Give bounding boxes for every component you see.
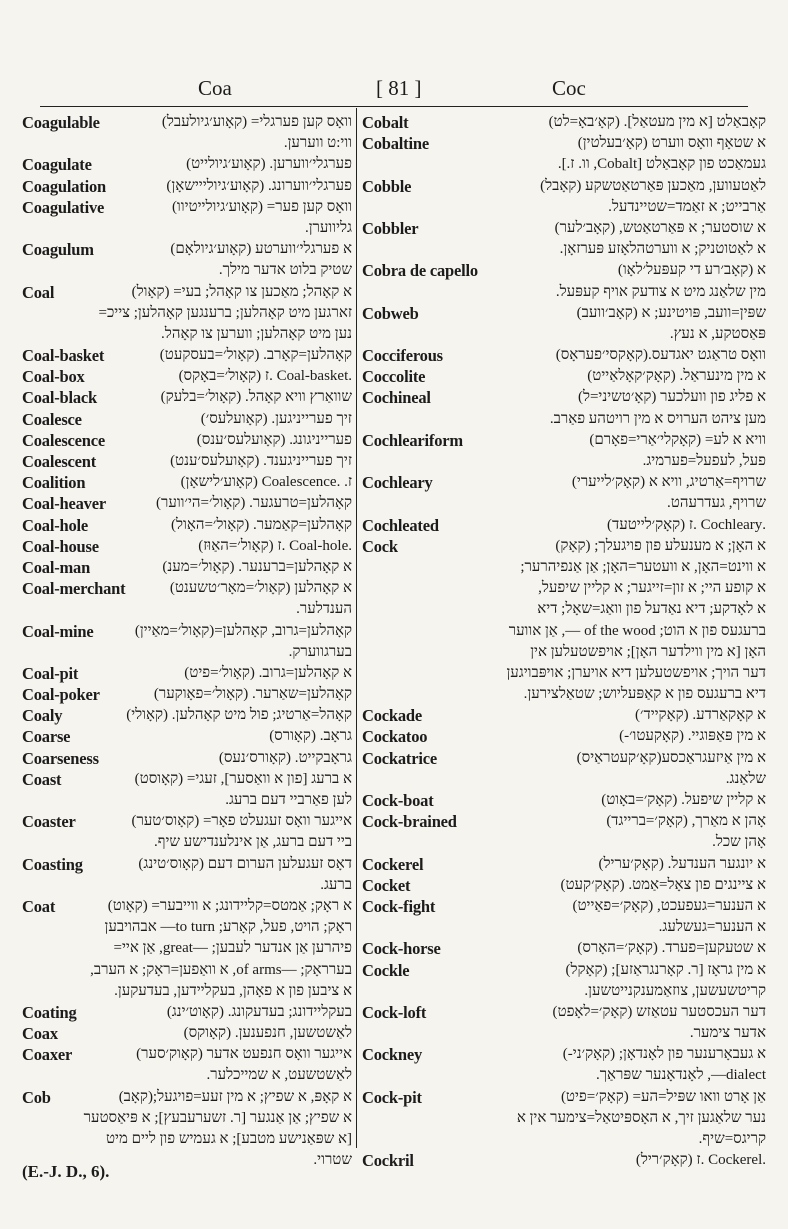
definition-text: פיהרען אַן אנדער לעבען; —great, אַן איי= xyxy=(113,940,352,957)
dictionary-entry xyxy=(22,345,352,366)
entry-continuation xyxy=(22,917,352,938)
definition-text: שפּין=וועב, פּויטינע; א (קאָב׳וועב) xyxy=(576,304,766,321)
entry-continuation xyxy=(22,324,352,345)
dictionary-entry xyxy=(22,409,352,430)
headword: Coalesce xyxy=(22,409,82,429)
dictionary-entry xyxy=(362,854,766,875)
headword: Cob xyxy=(22,1087,51,1107)
definition-text: וואָס טראַגט יאגדעס.(קאָקסי׳פעראָס) xyxy=(555,347,766,364)
dictionary-entry xyxy=(362,303,766,324)
headword: Cochleated xyxy=(362,515,439,535)
dictionary-entry xyxy=(362,387,766,408)
definition-text: לאַשטשען, חנפענען. (קאָוקס) xyxy=(183,1025,352,1042)
headword: Coalescent xyxy=(22,452,97,471)
definition-text: וואָס קען פער= (קאָוע׳גיולייטיוו) xyxy=(171,198,352,215)
entry-continuation xyxy=(362,981,766,1002)
definition-text: .Coal-basket .ז (קאָול׳=באָקס) xyxy=(178,368,352,385)
definition-text: דער הויך; אויפשטעלען דיא אויערן; אויפּבויגען xyxy=(506,664,766,681)
definition-text: פּאַסטקע, א נעץ. xyxy=(669,325,766,342)
definition-text: .Coal-hole .ז (קאָול׳=האַוּז) xyxy=(198,537,352,554)
headword: Coax xyxy=(22,1024,58,1044)
dictionary-entry xyxy=(22,430,352,451)
headword: Coal-heaver xyxy=(22,494,106,514)
definition-text: א ציבען פון א פאָהן, בעקליידען, בעדעקען. xyxy=(114,982,352,999)
dictionary-entry xyxy=(22,684,352,705)
dictionary-entry xyxy=(362,790,766,811)
definition-text: שרויף=אַרטיג, וויא א (קאָק׳לייערי) xyxy=(571,474,766,491)
entry-continuation xyxy=(362,578,766,599)
definition-text: קאָהלען=קאַמער. (קאָול׳=האָול) xyxy=(170,516,352,533)
definition-text: הענדלער. xyxy=(296,601,352,618)
definition-text: א לאָדקע; דיא נאַדעל פון וואַג=שאָל; דיא xyxy=(537,601,766,618)
definition-text: א קאָהל; מאַכען צו קאָהל; בעי= (קאָול) xyxy=(131,283,352,300)
definition-text: זארגען מיט קאָהלען; ברענגען קאָהלען; צייכ= xyxy=(98,304,352,321)
headword: Cobra de capello xyxy=(362,261,478,281)
headword: Coating xyxy=(22,1002,77,1022)
headword: Coagulum xyxy=(22,240,94,260)
entry-continuation xyxy=(362,642,766,663)
entry-continuation xyxy=(362,1129,766,1150)
headword: Coagulative xyxy=(22,197,105,217)
dictionary-entry xyxy=(22,557,352,578)
entry-continuation xyxy=(22,960,352,981)
dictionary-entry xyxy=(362,345,766,366)
dictionary-entry xyxy=(22,854,352,875)
dictionary-entry xyxy=(22,472,352,493)
definition-text: ראָק; הויט, פעל, קאָרע; to turn— אבהויבען xyxy=(104,919,352,936)
definition-text: קריטשעשען, צוזאַמענקנייטשען. xyxy=(584,982,766,999)
definition-text: א יונגער הענדעל. (קאָק׳עריל) xyxy=(598,855,766,872)
definition-text: בערראָק; —of arms, א וואַפען=ראָק; א הערב, xyxy=(90,961,352,978)
dictionary-entry xyxy=(362,515,766,536)
dictionary-entry xyxy=(22,1002,352,1023)
entry-continuation xyxy=(22,303,352,324)
headword: Coal-box xyxy=(22,367,85,387)
definition-text: א מין אַיזעגראַכסע(קאָ׳קעטראַיס) xyxy=(576,749,766,766)
headword: Coal-black xyxy=(22,388,98,408)
definition-text: קריגס=שיף. xyxy=(698,1131,766,1147)
definition-text: א שטאָף וואָס ווערט (קאָ׳בעלטין) xyxy=(577,135,766,152)
definition-text: שטיק בלוט אדער מילך. xyxy=(218,262,352,279)
entry-continuation xyxy=(362,324,766,345)
definition-text: קאָבאַלט [א מין מעטאַל]. (קאָ׳באָ=לט) xyxy=(548,114,766,130)
headword: Cobbler xyxy=(362,218,419,238)
definition-text: פערגלי׳ווערונג. (קאָוע׳גיולייישאָן) xyxy=(166,177,352,194)
entry-continuation xyxy=(362,282,766,303)
entry-continuation xyxy=(362,409,766,430)
headword: Cobalt xyxy=(362,113,409,132)
dictionary-entry xyxy=(362,1044,766,1065)
dictionary-entry xyxy=(22,769,352,790)
definition-text: א פליג פון וועלכער (קאָ׳טשיני=ל) xyxy=(577,389,766,406)
definition-text: א ברעג [פון א וואַסער], זעגי= (קאָוסט) xyxy=(134,770,352,787)
headword: Coal-merchant xyxy=(22,579,126,599)
entry-continuation xyxy=(22,133,352,154)
entry-continuation xyxy=(22,875,352,896)
dictionary-entry xyxy=(362,748,766,769)
definition-text: א שוסטער; א פּאַרטאַטש, (קאָב׳לער) xyxy=(554,219,766,236)
headword: Cockatoo xyxy=(362,727,428,747)
headword: Coagulate xyxy=(22,155,92,175)
headword: Cochleary xyxy=(362,473,433,493)
dictionary-entry xyxy=(362,366,766,387)
headword: Cock xyxy=(362,536,398,556)
dictionary-entry xyxy=(362,1150,766,1171)
definition-text: אייגער וואָס זעגעלט פאָר= (קאָוס׳טער) xyxy=(131,813,352,830)
definition-text: גראָבקייט. (קאָורס׳נעס) xyxy=(218,749,352,766)
dictionary-entry xyxy=(362,218,766,239)
headword: Coarse xyxy=(22,727,71,747)
headword: Cocciferous xyxy=(362,346,443,366)
headword: Coccolite xyxy=(362,367,426,387)
dictionary-entry xyxy=(362,472,766,493)
dictionary-entry xyxy=(22,493,352,514)
dictionary-entry xyxy=(22,621,352,642)
dictionary-entry xyxy=(362,875,766,896)
headword: Cock-boat xyxy=(362,791,434,810)
definition-text: דאָס זעגעלען הערום דעם (קאָוס׳טינג) xyxy=(138,855,352,872)
dictionary-entry xyxy=(362,133,766,154)
dictionary-entry xyxy=(362,260,766,281)
definition-text: דיא ברעגעס פון א קאַפּעליוש; שטאַלצירען. xyxy=(523,686,766,703)
headword: Cochineal xyxy=(362,388,431,408)
dictionary-entry xyxy=(22,282,352,303)
dictionary-entry xyxy=(22,578,352,599)
entry-continuation xyxy=(22,832,352,853)
dictionary-entry xyxy=(362,726,766,747)
headword: Coarseness xyxy=(22,748,99,768)
definition-text: אייגער וואָס חנפעט אדער (קאָוק׳סער) xyxy=(136,1046,352,1063)
entry-continuation xyxy=(362,1023,766,1044)
entry-continuation xyxy=(22,1065,352,1086)
definition-text: אָהן א מאַרך, (קאָק׳=ברייגד) xyxy=(606,813,766,830)
definition-text: א שפיץ; אַן אַנגער [ר. זשערעבעץ]; א פּיאַסטער xyxy=(83,1109,352,1126)
dictionary-entry xyxy=(362,960,766,981)
entry-continuation xyxy=(362,557,766,578)
dictionary-entry xyxy=(22,705,352,726)
definition-text: קאָהל=אַרטיג; פול מיט קאָהלען. (קאָולי) xyxy=(126,707,352,724)
dictionary-entry xyxy=(362,1087,766,1108)
definition-text: א (קאָב׳רע די קעפּעל׳לאָו) xyxy=(617,262,766,279)
dictionary-entry xyxy=(22,726,352,747)
headword: Coal-man xyxy=(22,557,91,577)
definition-text: קאָהלען=שאַרער. (קאָול׳=פאָוקער) xyxy=(153,686,352,703)
entry-continuation xyxy=(22,1108,352,1129)
dictionary-entry xyxy=(362,112,766,133)
definition-text: געמאַכט פון קאָבאַלט [Cobalt, וו. ז.]. xyxy=(557,156,766,173)
entry-continuation xyxy=(362,154,766,175)
dictionary-entry xyxy=(22,515,352,536)
dictionary-entry xyxy=(22,112,352,133)
definition-text: א לאַטוטניק; א ווערטהלאָזע פּערזאָן. xyxy=(559,241,766,258)
entry-continuation xyxy=(22,218,352,239)
definition-text: א קאָפּ, א שפיץ; א מין זעע=פויגעל;(קאָב) xyxy=(118,1088,352,1105)
dictionary-entry xyxy=(362,176,766,197)
entry-continuation xyxy=(22,642,352,663)
entry-continuation xyxy=(362,197,766,218)
header-guide-right: Coc xyxy=(552,76,586,100)
definition-text: האָן [א מין ווילדער האָן]; אויפשטעלען אין xyxy=(530,643,766,660)
definition-text: קאָהלען=טרעגער. (קאָול׳=הי׳ווער) xyxy=(155,495,352,512)
dictionary-entry xyxy=(362,811,766,832)
dictionary-entry xyxy=(22,451,352,472)
headword: Coagulation xyxy=(22,176,106,196)
entry-continuation xyxy=(362,769,766,790)
definition-text: וויא א לע= (קאָקלי׳אַרי=פאָרם) xyxy=(589,431,766,448)
dictionary-entry xyxy=(362,938,766,959)
page-header xyxy=(40,72,748,106)
headword: Cockril xyxy=(362,1151,414,1171)
dictionary-entry xyxy=(22,197,352,218)
definition-text: קאָהלען=גרוב, קאָהלען=(קאָול׳=מאַיין) xyxy=(134,622,352,639)
entry-continuation xyxy=(22,1129,352,1150)
column-divider xyxy=(356,108,357,1148)
dictionary-entry xyxy=(22,1087,352,1108)
headword: Cobaltine xyxy=(362,134,429,154)
page-number: [ 81 ] xyxy=(376,76,422,100)
definition-text: פערגלי׳ווערען. (קאָוע׳גיולייט) xyxy=(186,156,352,173)
definition-text: א ווינט=האָן, א וועטער=האָן; אַן אַנפיהרער; xyxy=(520,558,766,575)
dictionary-entry xyxy=(22,811,352,832)
definition-text: ז. .Coalescence (קאָוע׳לישאָן) xyxy=(180,474,352,491)
entry-continuation xyxy=(362,832,766,853)
definition-text: ביי דעם ברעג, אַן אינלענדישע שיף. xyxy=(153,834,352,851)
dictionary-entry xyxy=(362,1002,766,1023)
dictionary-entry xyxy=(22,239,352,260)
definition-text: ברעגעס פון א הוט; of the wood —, אַן אווער xyxy=(508,622,766,639)
definition-text: שרויף, געדרעהט. xyxy=(667,495,766,512)
definition-text: [א שפּאַנישע מטבע]; א געמיש פון ליים מיט xyxy=(105,1131,352,1147)
headword: Coaxer xyxy=(22,1045,73,1065)
dictionary-entry xyxy=(22,154,352,175)
dictionary-entry xyxy=(22,1044,352,1065)
definition-text: א קליין שיפעל. (קאָק׳=באָוט) xyxy=(601,792,766,808)
headword: Coal-basket xyxy=(22,346,105,366)
headword: Cockney xyxy=(362,1045,423,1065)
definition-text: א פערגלי׳ווערטע (קאָוע׳גיולאָם) xyxy=(170,241,352,258)
dictionary-entry xyxy=(22,176,352,197)
definition-text: א מין פּאַפּוגיי. (קאָקעטו׳-) xyxy=(619,728,766,745)
entry-continuation xyxy=(362,684,766,705)
definition-text: נער שלאַגען זיך, א האָספּיטאַל=צימער אין א xyxy=(516,1109,766,1126)
headword: Cock-brained xyxy=(362,812,457,832)
headword: Coal-pit xyxy=(22,663,79,683)
headword: Coagulable xyxy=(22,113,100,132)
definition-text: א שטעקען=פערד. (קאָק׳=האָרס) xyxy=(577,940,766,957)
definition-text: א הענער=געשלעג. xyxy=(658,919,766,936)
headword: Cockle xyxy=(362,960,410,980)
left-column xyxy=(22,112,352,1171)
headword: Cockatrice xyxy=(362,748,437,768)
definition-text: א קאָהלען (קאָול׳=מאָר׳טשענט) xyxy=(169,580,352,597)
entry-continuation xyxy=(362,621,766,642)
headword: Coal-house xyxy=(22,536,99,556)
dictionary-entry xyxy=(22,748,352,769)
headword: Coast xyxy=(22,769,62,789)
dictionary-entry xyxy=(362,705,766,726)
headword: Cochleariform xyxy=(362,430,463,450)
definition-text: אַן אָרט וואו שפּיל=הע= (קאָק׳=פיט) xyxy=(560,1088,766,1105)
entry-continuation xyxy=(362,451,766,472)
definition-text: א מין גראָז [ר. קאָרנגראַזע]; (קאָקל) xyxy=(565,961,766,978)
definition-text: בערגווערק. xyxy=(288,643,352,660)
definition-text: מין שלאַנג מיט א צודעק אויף קעפּעל. xyxy=(555,283,766,300)
entry-continuation xyxy=(22,260,352,281)
dictionary-entry xyxy=(22,366,352,387)
entry-continuation xyxy=(362,1108,766,1129)
definition-text: פעל, לעפעל=פערמיג. xyxy=(642,453,766,469)
headword: Cockade xyxy=(362,706,423,726)
headword: Coaster xyxy=(22,812,76,832)
definition-text: א קאָהלען=ברענער. (קאָול׳=מענ) xyxy=(162,558,352,575)
headword: Coasting xyxy=(22,854,83,874)
headword: Cock-pit xyxy=(362,1087,422,1107)
entry-continuation xyxy=(22,981,352,1002)
definition-text: לען פאַרביי דעם ברעג. xyxy=(225,792,352,808)
headword: Cobweb xyxy=(362,303,419,323)
definition-text: זיך פערייניגען. (קאָועלעס׳) xyxy=(200,410,352,427)
definition-text: ווי:ט ווערען. xyxy=(283,135,352,152)
dictionary-entry xyxy=(22,536,352,557)
headword: Coaly xyxy=(22,706,63,726)
definition-text: פערייניגונג. (קאָועלעס׳ענס) xyxy=(196,431,352,448)
dictionary-entry xyxy=(22,1023,352,1044)
entry-continuation xyxy=(362,493,766,514)
definition-text: גראָב. (קאָורס) xyxy=(269,728,352,745)
headword: Coal-hole xyxy=(22,515,89,535)
dictionary-entry xyxy=(362,430,766,451)
entry-continuation xyxy=(22,599,352,620)
definition-text: אדער צימער. xyxy=(689,1025,766,1042)
header-rule xyxy=(40,106,748,107)
definition-text: בעקליידונג; בעדעקונג. (קאָוט׳ינג) xyxy=(166,1003,352,1020)
definition-text: שלאַנג. xyxy=(725,770,766,787)
headword: Coat xyxy=(22,896,56,916)
entry-continuation xyxy=(362,663,766,684)
definition-text: נען מיט קאָהלען; ווערען צו קאָהל. xyxy=(161,325,352,342)
entry-continuation xyxy=(362,239,766,260)
dictionary-entry xyxy=(362,896,766,917)
definition-text: לאַטעווען, מאַכען פּאַרטאַטשקע (קאָבל) xyxy=(540,177,766,194)
definition-text: dialect—, לאָנדאָנער שפּראַך. xyxy=(595,1067,766,1084)
definition-text: א הענער=געפעכט, (קאָק׳=פאַייט) xyxy=(572,897,766,914)
definition-text: א קופע היי; א זון=זייגער; א קליין שיפעל, xyxy=(538,580,766,597)
entry-continuation xyxy=(362,917,766,938)
dictionary-entry xyxy=(22,387,352,408)
definition-text: גליווערן. xyxy=(304,219,352,236)
definition-text: .Cochleary .ז (קאָק׳לייטעד) xyxy=(607,516,766,533)
definition-text: מען ציהט הערויס א מין רויטהע פאַרב. xyxy=(549,410,766,427)
definition-text: דער העכסטער עטאַזש (קאָק׳=לאָפט) xyxy=(552,1003,766,1020)
headword: Cockerel xyxy=(362,854,424,874)
definition-text: אַרבייט; א זאַמד=שטיינדעל. xyxy=(608,198,766,215)
dictionary-entry xyxy=(22,896,352,917)
definition-text: א קאָקאַרדע. (קאָקייד׳) xyxy=(635,707,766,724)
headword: Coal-poker xyxy=(22,685,100,705)
page-footer: (E.-J. D., 6). xyxy=(22,1162,110,1181)
entry-continuation xyxy=(22,938,352,959)
headword: Cock-horse xyxy=(362,939,441,959)
definition-text: א האָן; א מענעלע פון פויגעלך; (קאָק) xyxy=(555,537,766,554)
header-guide-left: Coa xyxy=(198,76,232,100)
definition-text: א קאָהלען=גרוב. (קאָול׳=פיט) xyxy=(184,664,352,681)
definition-text: אָהן שכל. xyxy=(712,834,766,851)
headword: Cock-loft xyxy=(362,1002,427,1022)
definition-text: שוואַרץ וויא קאָהל. (קאָול׳=בלעק) xyxy=(160,389,352,406)
dictionary-entry xyxy=(362,536,766,557)
definition-text: ברעג. xyxy=(320,876,352,893)
definition-text: א ראָק; אַמטס=קליידונג; א ווייבער= (קאָוט) xyxy=(107,897,352,914)
entry-continuation xyxy=(22,790,352,811)
definition-text: א מין מינעראַל. (קאָק׳קאָלאַייט) xyxy=(587,368,766,385)
definition-text: א ציינגים פון צאָל=אַמט. (קאָק׳קעט) xyxy=(560,876,766,893)
headword: Cock-fight xyxy=(362,896,436,916)
right-column xyxy=(362,112,766,1171)
headword: Coalition xyxy=(22,473,86,493)
definition-text: .Cockerel .ז (קאָק׳ריל) xyxy=(635,1152,766,1169)
entry-continuation xyxy=(362,1065,766,1086)
headword: Cobble xyxy=(362,176,412,196)
definition-text: לאַשטשעט, א שמייכלער. xyxy=(206,1067,352,1084)
headword: Coal-mine xyxy=(22,621,94,641)
headword: Coal xyxy=(22,282,55,302)
entry-continuation xyxy=(362,599,766,620)
definition-text: קאָהלען=קאָרב. (קאָול׳=בעסקעט) xyxy=(159,347,352,364)
definition-text: זיך פערייניגענד. (קאָועלעס׳ענט) xyxy=(170,453,352,469)
definition-text: א געבאָרענער פון לאָנדאָן; (קאָק׳ני-) xyxy=(562,1046,766,1063)
definition-text: וואָס קען פערגלי= (קאָוע׳גיולעבל) xyxy=(161,114,352,130)
dictionary-entry xyxy=(22,663,352,684)
headword: Coalescence xyxy=(22,430,106,450)
headword: Cocket xyxy=(362,875,411,895)
definition-text: שטרוי. xyxy=(313,1152,352,1169)
